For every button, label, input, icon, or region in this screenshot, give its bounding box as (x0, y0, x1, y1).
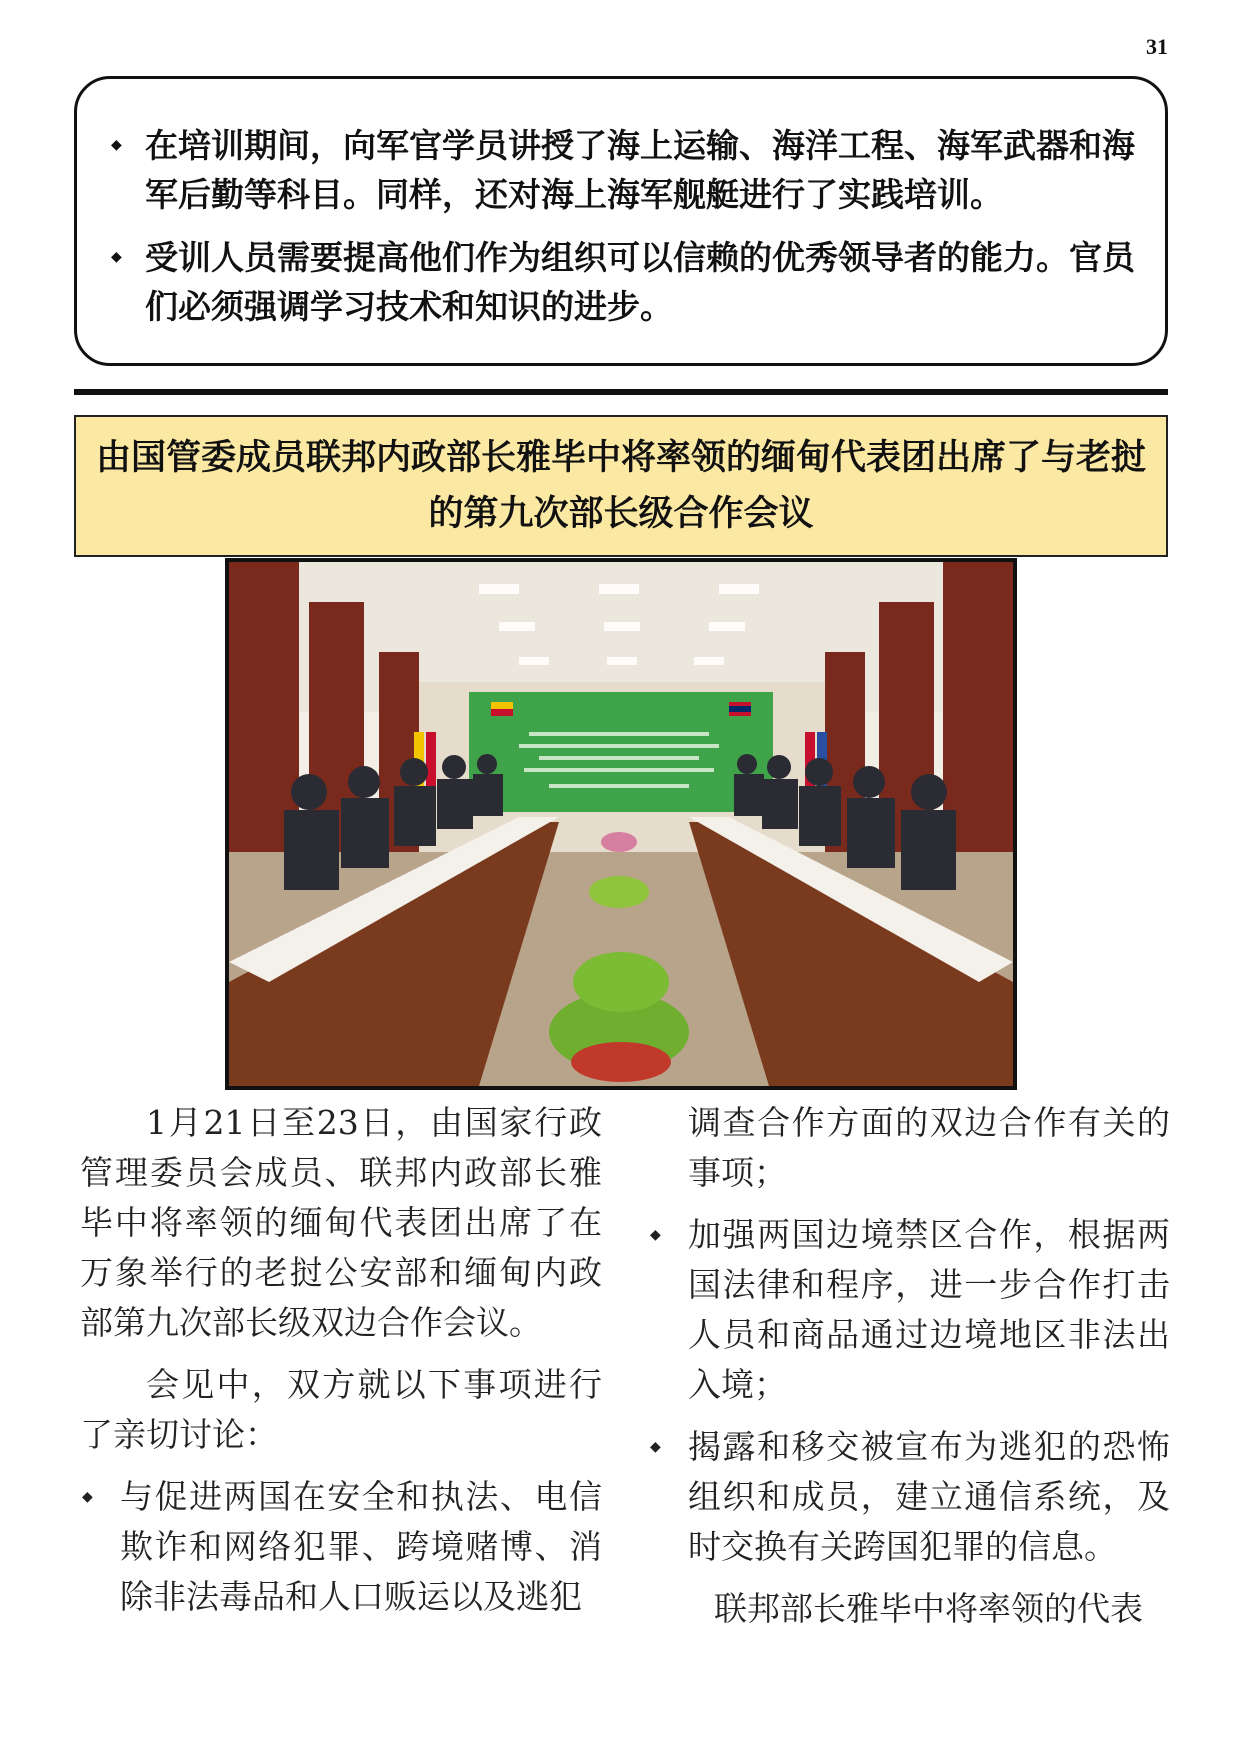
list-item-text: 与促进两国在安全和执法、电信欺诈和网络犯罪、跨境赌博、消除非法毒品和人口贩运以及逃犯 (120, 1477, 602, 1616)
callout-item (97, 233, 1143, 331)
diamond-bullet-icon: ◆ (82, 1489, 93, 1505)
headline-box (74, 415, 1168, 557)
callout-item (97, 121, 1143, 219)
article-column-left (80, 1098, 602, 1634)
article-paragraph: 1月21日至23日，由国家行政管理委员会成员、联邦内政部长雅毕中将率领的缅甸代表团出席了在万象举行的老挝公安部和缅甸内政部第九次部长级双边合作会议。 (80, 1103, 602, 1342)
diamond-bullet-icon: ◆ (111, 137, 122, 153)
callout-item-text: 在培训期间，向军官学员讲授了海上运输、海洋工程、海军武器和海军后勤等科目。同样，还对海上海军舰艇进行了实践培训。 (145, 126, 1135, 214)
article-column-right (648, 1098, 1170, 1646)
callout-item-text: 受训人员需要提高他们作为组织可以信赖的优秀领导者的能力。官员们必须强调学习技术和知识的进步。 (145, 238, 1135, 326)
article-headline: 由国管委成员联邦内政部长雅毕中将率领的缅甸代表团出席了与老挝的第九次部长级合作会议 (95, 438, 1146, 534)
meeting-photo (225, 558, 1017, 1090)
list-item (648, 1210, 1170, 1410)
diamond-bullet-icon: ◆ (650, 1227, 661, 1243)
callout-box (74, 76, 1168, 366)
list-item-text: 揭露和移交被宣布为逃犯的恐怖组织和成员，建立通信系统，及时交换有关跨国犯罪的信息。 (688, 1427, 1170, 1566)
list-item-continuation: 调查合作方面的双边合作有关的事项； (688, 1103, 1170, 1192)
diamond-bullet-icon: ◆ (111, 249, 122, 265)
list-item (648, 1422, 1170, 1572)
article-paragraph: 会见中，双方就以下事项进行了亲切讨论： (80, 1365, 602, 1454)
diamond-bullet-icon: ◆ (650, 1439, 661, 1455)
meeting-photo-illustration (229, 562, 1013, 1086)
section-divider (74, 389, 1168, 395)
list-item (80, 1472, 602, 1622)
page-number: 31 (1146, 34, 1168, 59)
article-paragraph: 联邦部长雅毕中将率领的代表 (714, 1589, 1143, 1628)
list-item-text: 加强两国边境禁区合作，根据两国法律和程序，进一步合作打击人员和商品通过边境地区非法出入境； (688, 1215, 1170, 1404)
